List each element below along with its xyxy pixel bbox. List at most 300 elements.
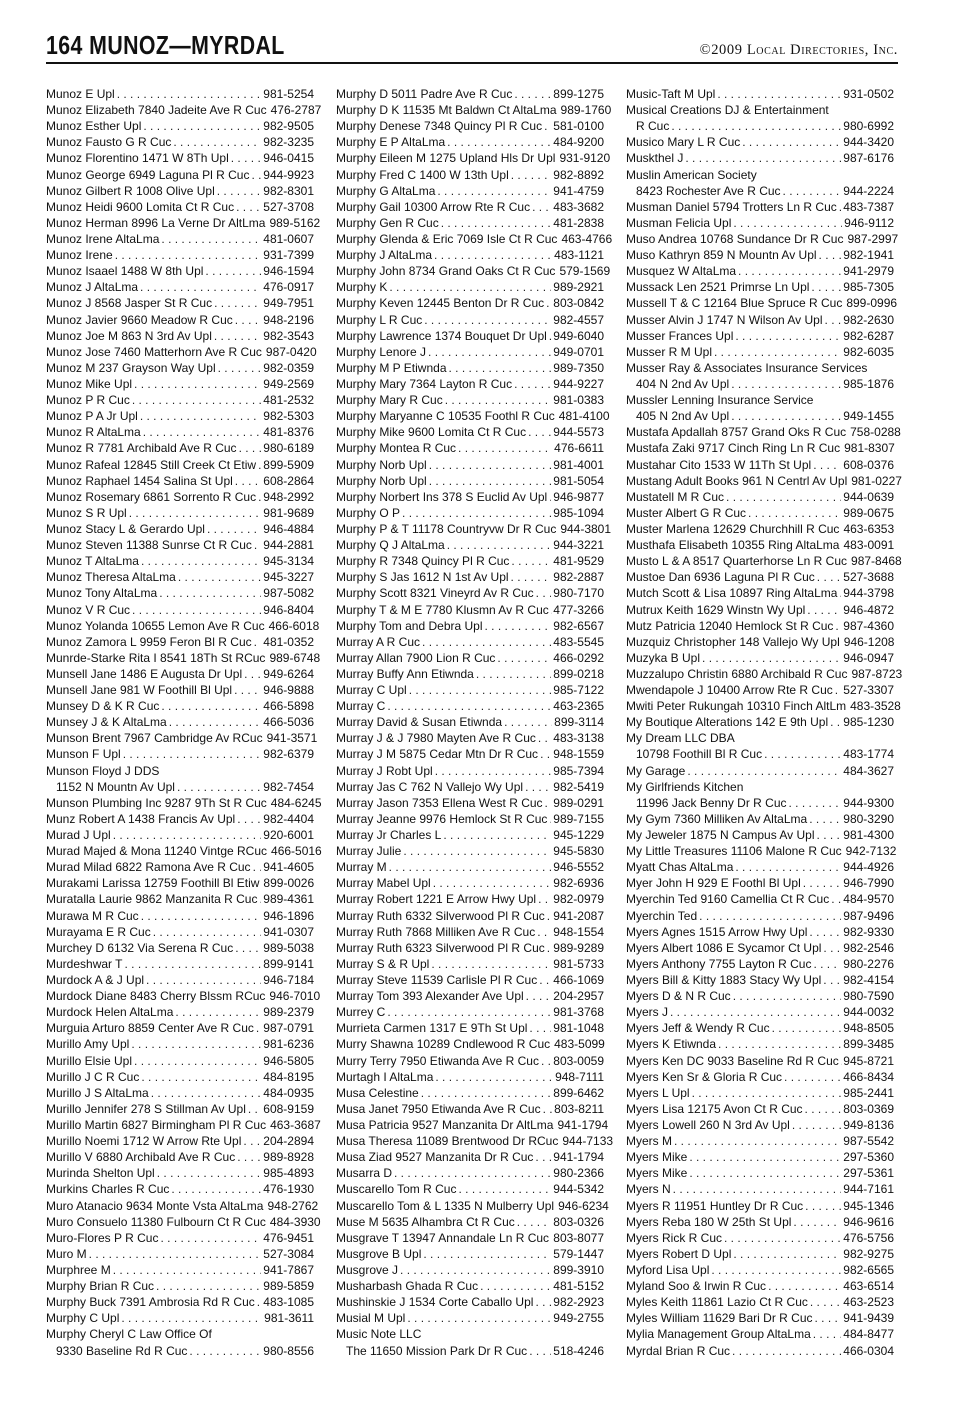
- listing-entry: [336, 376, 604, 392]
- listing-entry: [336, 553, 604, 569]
- listing-phone: 758-0288: [850, 425, 901, 440]
- listing-name: Myles William 11629 Bari Dr R Cuc: [626, 1311, 813, 1326]
- listing-entry: [626, 263, 894, 279]
- listing-phone: 949-7951: [263, 296, 314, 311]
- dot-leader: [733, 215, 842, 231]
- listing-entry: [336, 1053, 604, 1069]
- listing-phone: 463-2365: [553, 699, 604, 714]
- listing-entry: [626, 505, 894, 521]
- listing-name: Murad J Upl: [46, 828, 111, 843]
- listing-name: Myer John H 929 E Foothl Bl Upl: [626, 876, 801, 891]
- listing-phone: 980-2276: [843, 956, 894, 971]
- listing-phone: 476-9451: [263, 1230, 314, 1245]
- listing-name: Myers Albert 1086 E Sycamor Ct Upl: [626, 940, 822, 955]
- dot-leader: [429, 473, 552, 489]
- listing-phone: 476-2787: [270, 103, 322, 118]
- listing-entry: [336, 1069, 604, 1085]
- listing-entry: [336, 505, 604, 521]
- dot-leader: [389, 859, 552, 875]
- page-header: [46, 28, 898, 62]
- listing-phone: 982-8892: [553, 167, 604, 182]
- listing-name: Murphy Mike 9600 Lomita Ct R Cuc: [336, 425, 527, 440]
- listing-phone: 989-9289: [553, 940, 604, 955]
- dot-leader: [171, 1181, 261, 1197]
- listing-entry: [626, 763, 894, 779]
- listing-phone: 608-0376: [843, 457, 894, 472]
- listing-name: Myers Lisa 12175 Avon Ct R Cuc: [626, 1101, 803, 1116]
- listing-name: Musgrave T 13947 Annandale Ln R Cuc: [336, 1230, 550, 1245]
- listing-phone: 989-0291: [553, 795, 604, 810]
- listing-name: Mustafa Zaki 9717 Cinch Ring Ln R Cuc: [626, 441, 841, 456]
- listing-phone: 941-7867: [263, 1262, 314, 1277]
- listing-name: Myers Agnes 1515 Arrow Hwy Upl: [626, 924, 808, 939]
- listing-name: Myerchin Ted: [626, 908, 698, 923]
- listing-name: Munoz Tony AltaLma: [46, 586, 158, 601]
- listing-name: Murphy Mary R Cuc: [336, 393, 443, 408]
- listing-phone: 483-7387: [843, 199, 894, 214]
- listing-phone: 946-9888: [263, 683, 314, 698]
- listing-phone: 981-5254: [263, 87, 314, 101]
- dot-leader: [537, 924, 551, 940]
- listing-entry: [626, 1053, 894, 1069]
- listing-name: Mustahar Cito 1533 W 11Th St Upl: [626, 457, 812, 472]
- listing-name: Munoz Mike Upl: [46, 376, 133, 391]
- dot-leader: [528, 424, 551, 440]
- dot-leader: [748, 505, 841, 521]
- dot-leader: [235, 312, 262, 328]
- listing-name: Murakami Larissa 12759 Foothill Bl Etiw: [46, 876, 260, 891]
- dot-leader: [497, 650, 551, 666]
- dot-leader: [253, 859, 262, 875]
- listing-phone: 948-7111: [555, 1069, 604, 1084]
- listing-phone: 982-1941: [843, 248, 894, 263]
- listing-name: Murtagh I AltaLma: [336, 1069, 434, 1084]
- listing-phone: 463-6514: [843, 1279, 894, 1294]
- listing-name: Muso Andrea 10768 Sundance Dr R Cuc: [626, 231, 844, 246]
- dot-leader: [256, 1020, 261, 1036]
- dot-leader: [532, 199, 551, 215]
- listing-phone: 944-3801: [560, 521, 612, 536]
- listing-phone: 980-6189: [263, 441, 314, 456]
- listing-name: Murguia Arturo 8859 Center Ave R Cuc: [46, 1021, 254, 1036]
- listing-name: Murphy Norb Upl: [336, 457, 427, 472]
- listing-name: Murray Buffy Ann Etiwnda: [336, 666, 474, 681]
- listing-phone: 297-5361: [843, 1166, 894, 1181]
- listing-phone: 989-2921: [553, 280, 604, 295]
- listing-entry: [626, 908, 894, 924]
- listing-heading: Muslin American Society: [626, 167, 757, 182]
- listing-entry: [336, 1181, 604, 1197]
- dot-leader: [437, 183, 551, 199]
- listing-name: Myers Mike: [626, 1166, 688, 1181]
- listing-entry: [46, 167, 314, 183]
- listing-heading: Musical Creations DJ & Entertainment: [626, 103, 829, 118]
- listing-phone: 483-5099: [554, 1037, 605, 1052]
- listing-name: Munsell Jane 981 W Foothill Bl Upl: [46, 683, 233, 698]
- listing-entry: [626, 199, 894, 215]
- dot-leader: [236, 199, 261, 215]
- listing-entry: [626, 328, 894, 344]
- listing-entry: [46, 1198, 319, 1214]
- listing-entry: [46, 440, 314, 456]
- listing-phone: 476-5756: [843, 1230, 894, 1245]
- listing-entry: [46, 1053, 314, 1069]
- listing-entry: [336, 424, 604, 440]
- listing-entry: [626, 183, 894, 199]
- directory-listing: [46, 86, 902, 1376]
- listing-entry: [626, 118, 894, 134]
- listing-entry: [46, 344, 317, 360]
- listing-phone: 946-7990: [843, 876, 894, 891]
- dot-leader: [546, 295, 551, 311]
- dot-leader: [476, 666, 551, 682]
- dot-leader: [538, 891, 551, 907]
- listing-entry: [46, 1343, 314, 1359]
- listing-entry: [46, 811, 314, 827]
- listing-name: Murillo J C R Cuc: [46, 1069, 140, 1084]
- listing-entry: [626, 1230, 894, 1246]
- dot-leader: [445, 392, 552, 408]
- listing-name: Murphy Gen R Cuc: [336, 215, 439, 230]
- listing-name: Musman Felicia Upl: [626, 215, 732, 230]
- listing-entry: [626, 585, 894, 601]
- listing-phone: 899-0218: [553, 666, 604, 681]
- dot-leader: [538, 730, 551, 746]
- listing-name: Myers K Etiwnda: [626, 1037, 717, 1052]
- dot-leader: [485, 618, 552, 634]
- listing-entry: [336, 891, 604, 907]
- dot-leader: [803, 875, 842, 891]
- listing-phone: 987-6176: [843, 151, 894, 166]
- listing-phone: 981-4300: [843, 828, 894, 843]
- listing-entry: [336, 263, 611, 279]
- listing-name: Murad Majed & Mona 11240 Vintge RCuc: [46, 844, 268, 859]
- listing-phone: 985-7394: [553, 763, 604, 778]
- listing-name: 1152 N Mountn Av Upl: [56, 779, 175, 794]
- dot-leader: [742, 134, 841, 150]
- listing-phone: 946-1896: [263, 908, 314, 923]
- listing-name: Munoz Heidi 9600 Lomita Ct R Cuc: [46, 199, 235, 214]
- listing-phone: 987-8723: [851, 666, 903, 681]
- dot-leader: [823, 940, 841, 956]
- dot-leader: [422, 634, 551, 650]
- dot-leader: [839, 199, 842, 215]
- listing-name: Myers Ken DC 9033 Baseline Rd R Cuc: [626, 1053, 839, 1068]
- dot-leader: [551, 602, 552, 618]
- dot-leader: [541, 1053, 551, 1069]
- copyright-notice: ©2009 Local Directories, Inc.: [699, 42, 898, 58]
- listing-phone: 481-0607: [263, 231, 314, 246]
- listing-phone: 527-3307: [843, 683, 894, 698]
- listing-entry: [336, 988, 604, 1004]
- listing-name: Murphy P & T 11178 Countryvw Dr R Cuc: [336, 521, 557, 536]
- dot-leader: [424, 312, 551, 328]
- listing-name: Murillo Jennifer 278 S Stillman Av Upl: [46, 1101, 246, 1116]
- listing-name: Murry Shawna 10289 Cndlewood R Cuc: [336, 1037, 551, 1052]
- listing-phone: 989-7350: [553, 360, 604, 375]
- listing-entry: [46, 972, 314, 988]
- listing-phone: 982-6567: [553, 618, 604, 633]
- listing-name: Munoz J AltaLma: [46, 280, 139, 295]
- listing-name: Murillo V 6880 Archibald Ave R Cuc: [46, 1150, 236, 1165]
- listing-phone: 949-2569: [263, 376, 314, 391]
- listing-name: Murray Ruth 6332 Silverwood Pl R Cuc: [336, 908, 545, 923]
- listing-entry: [46, 1230, 314, 1246]
- listing-phone: 484-9200: [553, 135, 604, 150]
- listing-name: Munoz Florentino 1471 W 8Th Upl: [46, 151, 229, 166]
- dot-leader: [402, 505, 551, 521]
- listing-phone: 899-0026: [263, 876, 315, 891]
- dot-leader: [784, 1069, 841, 1085]
- dot-leader: [217, 183, 262, 199]
- listing-phone: 981-0227: [851, 473, 902, 488]
- listing-column-1: [46, 86, 322, 1359]
- listing-entry: [336, 102, 612, 118]
- listing-name: Murawa M R Cuc: [46, 908, 139, 923]
- listing-name: Murphy Denese 7348 Quincy Pl R Cuc: [336, 119, 543, 134]
- dot-leader: [731, 376, 841, 392]
- listing-name: Music-Taft M Upl: [626, 87, 716, 101]
- listing-entry: [336, 360, 604, 376]
- listing-phone: 946-7184: [263, 973, 314, 988]
- dot-leader: [692, 1085, 842, 1101]
- dot-leader: [207, 521, 261, 537]
- dot-leader: [161, 231, 261, 247]
- listing-phone: 982-2923: [553, 1295, 604, 1310]
- listing-phone: 803-0059: [553, 1053, 604, 1068]
- listing-name: Mutrux Keith 1629 Winstn Wy Upl: [626, 602, 806, 617]
- dot-leader: [251, 167, 261, 183]
- listing-phone: 948-2992: [263, 489, 314, 504]
- dot-leader: [132, 392, 261, 408]
- listing-entry: [626, 1278, 894, 1294]
- dot-leader: [235, 940, 261, 956]
- listing-entry: [336, 408, 610, 424]
- listing-entry: [336, 1020, 604, 1036]
- listing-phone: 608-9159: [263, 1101, 314, 1116]
- listing-phone: 941-1794: [553, 1150, 604, 1165]
- listing-phone: 803-8077: [553, 1230, 604, 1245]
- dot-leader: [819, 247, 842, 263]
- listing-entry: [46, 215, 321, 231]
- listing-name: Murray Robert 1221 E Arrow Hwy Upl: [336, 892, 537, 907]
- listing-entry: [46, 698, 314, 714]
- listing-phone: 989-6748: [269, 650, 321, 665]
- dot-leader: [421, 1085, 552, 1101]
- listing-entry: [46, 1262, 314, 1278]
- listing-entry: [336, 746, 604, 762]
- listing-name: Murphy Scott 8321 Vineyrd Av R Cuc: [336, 586, 534, 601]
- listing-entry: [626, 602, 894, 618]
- dot-leader: [764, 746, 841, 762]
- listing-phone: 945-3227: [263, 570, 314, 585]
- listing-entry: [626, 972, 894, 988]
- listing-phone: 948-1554: [553, 924, 604, 939]
- listing-name: Munoz Raphael 1454 Salina St Upl: [46, 473, 233, 488]
- listing-phone: 981-6236: [263, 1037, 314, 1052]
- dot-leader: [254, 634, 262, 650]
- dot-leader: [514, 86, 551, 102]
- listing-entry: [626, 1101, 894, 1117]
- listing-phone: 920-6001: [263, 828, 314, 843]
- listing-name: Muro-Flores P R Cuc: [46, 1230, 159, 1245]
- dot-leader: [218, 360, 262, 376]
- listing-name: Munoz Herman 8996 La Verne Dr AltLma: [46, 215, 266, 230]
- listing-name: Murray M: [336, 860, 387, 875]
- listing-name: Murdock Diane 8483 Cherry Blssm RCuc: [46, 989, 266, 1004]
- listing-name: Munoz S R Upl: [46, 505, 127, 520]
- listing-phone: 946-0947: [843, 650, 894, 665]
- listing-entry: [626, 473, 902, 489]
- listing-name: Murray Jeanne 9976 Hemlock St R Cuc: [336, 811, 548, 826]
- dot-leader: [205, 263, 261, 279]
- dot-leader: [248, 1101, 261, 1117]
- listing-entry: [626, 924, 894, 940]
- dot-leader: [792, 1117, 841, 1133]
- listing-entry: [336, 908, 604, 924]
- listing-entry: [626, 1020, 894, 1036]
- listing-phone: 484-0935: [263, 1085, 314, 1100]
- dot-leader: [214, 328, 261, 344]
- listing-name: Munoz R AltaLma: [46, 425, 141, 440]
- listing-heading: Mussler Lenning Insurance Service: [626, 393, 814, 408]
- dot-leader: [113, 1262, 262, 1278]
- dot-leader: [733, 1246, 841, 1262]
- listing-entry: [336, 682, 604, 698]
- listing-phone: 982-6379: [263, 747, 314, 762]
- listing-entry: [336, 1149, 604, 1165]
- dot-leader: [153, 924, 262, 940]
- listing-entry: [46, 859, 314, 875]
- listing-phone: 946-0415: [263, 151, 314, 166]
- listing-phone: 527-3708: [263, 199, 314, 214]
- dot-leader: [685, 150, 841, 166]
- listing-entry: [46, 714, 314, 730]
- dot-leader: [146, 972, 261, 988]
- listing-name: My Jeweler 1875 N Campus Av Upl: [626, 828, 815, 843]
- dot-leader: [254, 537, 261, 553]
- dot-leader: [141, 553, 261, 569]
- listing-phone: 989-7155: [553, 811, 604, 826]
- listing-phone: 987-5082: [263, 586, 314, 601]
- listing-name: Murray S & R Upl: [336, 956, 430, 971]
- listing-name: Murray J Robt Upl: [336, 763, 433, 778]
- listing-name: Murphy O P: [336, 505, 401, 520]
- listing-name: Murray Jr Charles L: [336, 828, 442, 843]
- listing-name: Murrieta Carmen 1317 E 9Th St Upl: [336, 1021, 528, 1036]
- listing-phone: 931-0502: [843, 87, 894, 101]
- dot-leader: [525, 779, 551, 795]
- listing-entry: [46, 779, 314, 795]
- listing-name: Munoz Fausto G R Cuc: [46, 135, 172, 150]
- listing-name: Myford Lisa Upl: [626, 1262, 710, 1277]
- dot-leader: [394, 1165, 551, 1181]
- listing-entry: [336, 924, 604, 940]
- listing-entry: [336, 618, 604, 634]
- listing-entry: [626, 618, 894, 634]
- listing-name: Mwiti Peter Rukungah 10310 Finch AltLm: [626, 699, 847, 714]
- listing-name: Munoz T AltaLma: [46, 554, 139, 569]
- listing-phone: 481-4100: [558, 409, 610, 424]
- dot-leader: [738, 263, 841, 279]
- dot-leader: [243, 1133, 261, 1149]
- listing-entry: [46, 988, 321, 1004]
- listing-phone: 204-2894: [263, 1134, 314, 1149]
- listing-entry: [626, 1262, 894, 1278]
- dot-leader: [671, 118, 841, 134]
- listing-entry: [46, 102, 322, 118]
- listing-phone: 466-5016: [271, 844, 322, 859]
- listing-entry: [46, 199, 314, 215]
- listing-entry: [626, 682, 894, 698]
- listing-phone: 982-4404: [263, 811, 314, 826]
- listing-name: Murphy D K 11535 Mt Baldwn Ct AltaLma: [336, 103, 557, 118]
- listing-name: Murphy Gail 10300 Arrow Rte R Cuc: [336, 199, 531, 214]
- listing-phone: 982-8301: [263, 183, 314, 198]
- listing-phone: 941-2979: [843, 264, 894, 279]
- listing-entry: [46, 746, 314, 762]
- listing-entry: [336, 134, 604, 150]
- dot-leader: [789, 795, 842, 811]
- dot-leader: [670, 1004, 841, 1020]
- listing-phone: 987-2997: [847, 231, 899, 246]
- listing-phone: 949-6040: [553, 328, 604, 343]
- listing-phone: 946-4872: [843, 602, 894, 617]
- listing-phone: 985-2441: [843, 1085, 894, 1100]
- listing-phone: 946-9616: [843, 1214, 894, 1229]
- dot-leader: [409, 682, 552, 698]
- listing-entry: [46, 1085, 314, 1101]
- dot-leader: [768, 1278, 841, 1294]
- listing-entry: [626, 521, 894, 537]
- listing-phone: 989-8928: [263, 1150, 314, 1165]
- listing-name: Murphy Mary 7364 Layton R Cuc: [336, 376, 513, 391]
- listing-entry: [626, 746, 894, 762]
- dot-leader: [514, 376, 551, 392]
- listing-phone: 803-0842: [553, 296, 604, 311]
- listing-entry: [336, 215, 604, 231]
- dot-leader: [141, 1069, 261, 1085]
- listing-entry: [336, 666, 604, 682]
- dot-leader: [529, 1343, 551, 1359]
- listing-phone: 989-1760: [560, 103, 612, 118]
- listing-phone: 476-0917: [263, 280, 314, 295]
- listing-name: My Gym 7360 Milliken Av AltaLma: [626, 811, 808, 826]
- listing-phone: 899-6462: [553, 1085, 604, 1100]
- page-title: [46, 30, 285, 61]
- listing-phone: 463-2523: [843, 1295, 894, 1310]
- listing-name: Murphy Glenda & Eric 7069 Isle Ct R Cuc: [336, 231, 558, 246]
- listing-name: Musman Daniel 5794 Trotters Ln R Cuc: [626, 199, 837, 214]
- listing-entry: [336, 247, 604, 263]
- listing-entry: [336, 183, 604, 199]
- listing-entry: [46, 634, 314, 650]
- listing-name: Murchey D 6132 Via Serena R Cuc: [46, 940, 234, 955]
- listing-entry: [46, 1214, 321, 1230]
- listing-entry: [336, 1133, 614, 1149]
- listing-name: Myers N: [626, 1182, 671, 1197]
- listing-name: Murphy S Jas 1612 N 1st Av Upl: [336, 570, 509, 585]
- listing-name: Musa Patricia 9527 Manzanita Dr AltLma: [336, 1118, 554, 1132]
- listing-phone: 944-2224: [843, 183, 894, 198]
- dot-leader: [526, 988, 552, 1004]
- listing-phone: 982-7454: [263, 779, 314, 794]
- listing-phone: 948-1559: [553, 747, 604, 762]
- listing-name: Murray Tom 393 Alexander Ave Upl: [336, 989, 524, 1004]
- dot-leader: [673, 1181, 842, 1197]
- listing-phone: 989-0675: [843, 505, 894, 520]
- listing-phone: 987-0420: [265, 344, 317, 359]
